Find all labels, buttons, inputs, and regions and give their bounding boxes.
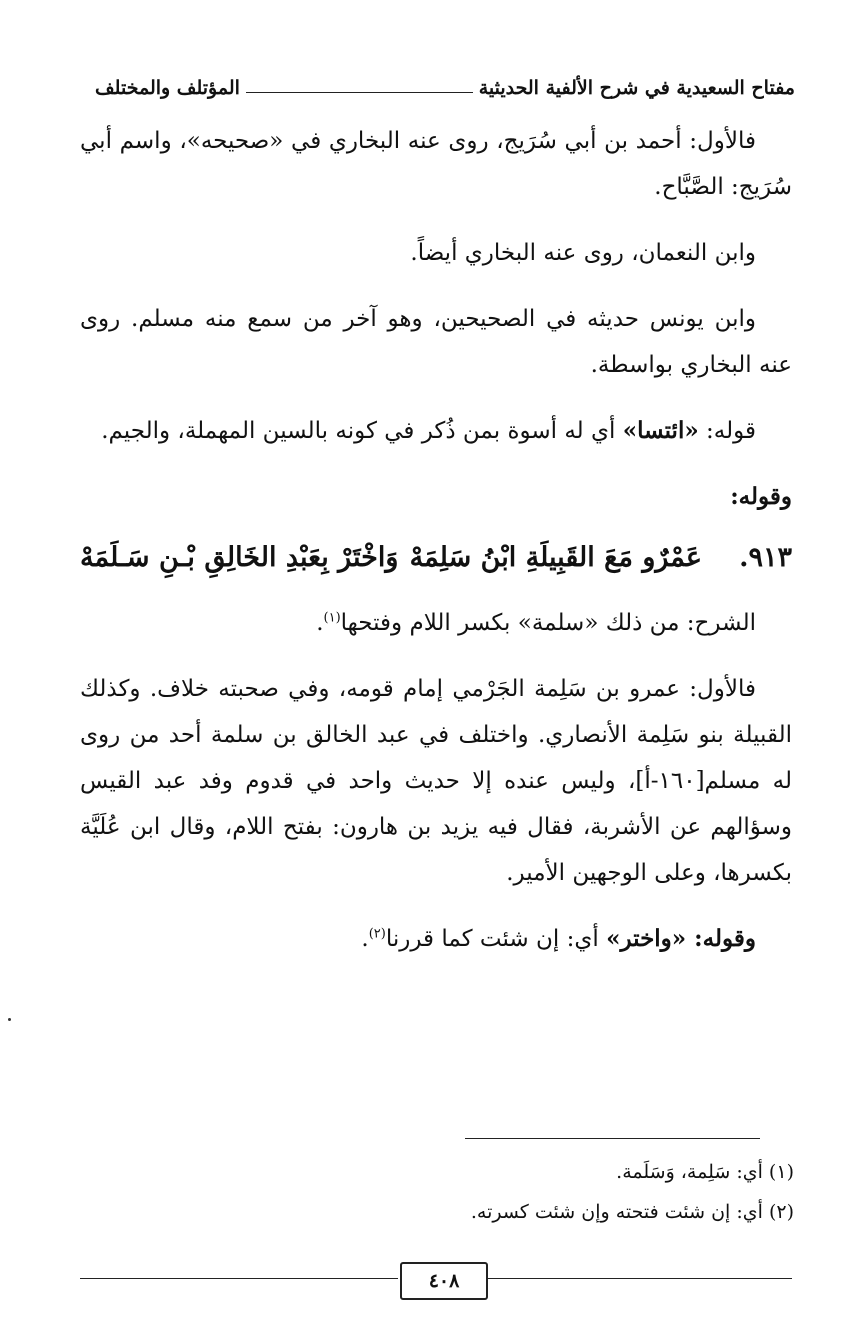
paragraph-7-end: . (361, 926, 369, 952)
footnote-ref-1: (١) (323, 610, 341, 626)
paragraph-7-rest: أي: إن شئت كما قررنا (385, 926, 607, 952)
header-rule (246, 92, 473, 93)
paragraph-5 (80, 600, 792, 646)
verse-line (80, 532, 792, 584)
margin-speck (8, 1018, 11, 1021)
quoted-term-itasa: «ائتسا» (622, 417, 699, 444)
footnotes (110, 1152, 794, 1232)
paragraph-1: فالأول: أحمد بن أبي سُرَيج، روى عنه البخاري في «صحيحه»، واسم أبي سُرَيج: الصَّبَّاح. (80, 128, 792, 200)
paragraph-5-end: . (316, 610, 324, 636)
verse-first-hemistich: عَمْرٌو مَعَ القَبِيلَةِ ابْنُ سَلِمَهْ (409, 542, 702, 573)
footer-rule-right (486, 1278, 792, 1279)
section-heading: وقوله: (730, 483, 792, 510)
footnote-separator (465, 1138, 760, 1139)
paragraph-7-lead: وقوله: (686, 925, 756, 952)
section-title: المؤتلف والمختلف (95, 77, 240, 99)
quoted-term-ikhtar: «واختر» (606, 925, 687, 952)
footer-rule-left (80, 1278, 398, 1279)
verse-second-hemistich: وَاخْتَرْ بِعَبْدِ الخَالِقِ بْـنِ سَـلَمَهْ (80, 542, 399, 573)
paragraph-2: وابن النعمان، روى عنه البخاري أيضاً. (410, 240, 756, 266)
running-header (95, 70, 795, 106)
paragraph-4-rest: أي له أسوة بمن ذُكر في كونه بالسين المهملة، والجيم. (101, 418, 623, 444)
verse-number: ٩١٣. (739, 542, 792, 573)
footnote-ref-2: (٢) (368, 926, 386, 942)
main-text (80, 118, 792, 982)
paragraph-5-text: الشرح: من ذلك «سلمة» بكسر اللام وفتحها (340, 610, 756, 636)
paragraph-6: فالأول: عمرو بن سَلِمة الجَرْمي إمام قومه، وفي صحبته خلاف. وكذلك القبيلة بنو سَلِمة الأنصاري. واختلف في عبد الخالق بن سلمة أحد من روى له مسلم[١٦٠-أ]، وليس عنده إلا حديث واحد في قدوم وفد عبد القيس وسؤالهم عن الأشربة، فقال فيه يزيد بن هارون: بفتح اللام، وقال ابن عُلَيَّة بكسرها، وعلى الوجهين الأمير. (80, 676, 792, 886)
paragraph-4-lead: قوله: (698, 418, 756, 444)
footnote-1: (١) أي: سَلِمة، وَسَلَمة. (616, 1161, 794, 1183)
footnote-2: (٢) أي: إن شئت فتحته وإن شئت كسرته. (470, 1201, 794, 1223)
paragraph-7 (80, 916, 792, 962)
paragraph-4 (80, 408, 792, 454)
book-title: مفتاح السعيدية في شرح الألفية الحديثية (478, 77, 795, 99)
page-number: ٤٠٨ (400, 1262, 488, 1300)
paragraph-3: وابن يونس حديثه في الصحيحين، وهو آخر من سمع منه مسلم. روى عنه البخاري بواسطة. (80, 306, 792, 378)
